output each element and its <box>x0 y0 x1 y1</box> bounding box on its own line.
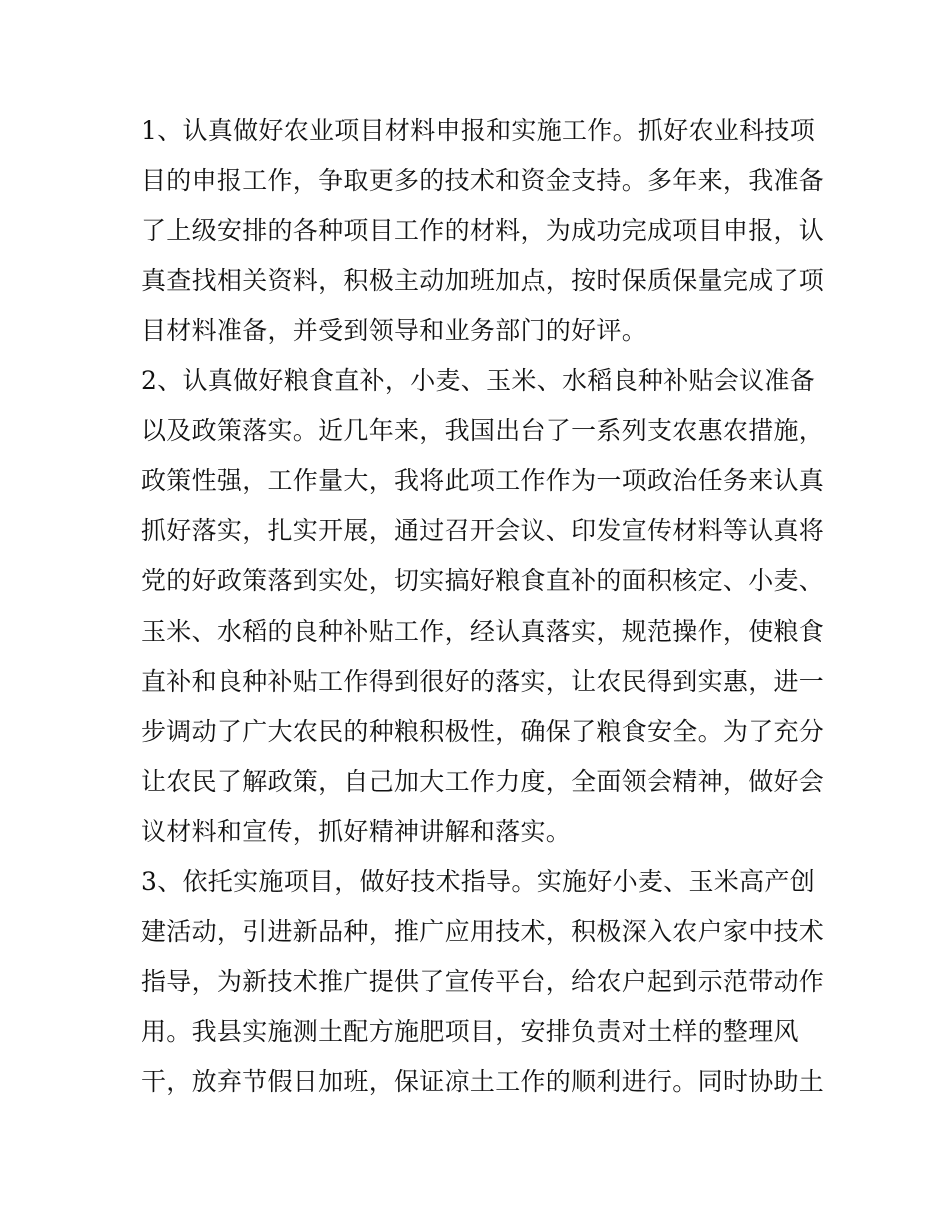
text-line: 让农民了解政策，自己加大工作力度，全面领会精神，做好会 <box>141 767 825 796</box>
text-line: 政策性强，工作量大，我将此项工作作为一项政治任务来认真 <box>141 466 825 495</box>
text-line: 3、依托实施项目，做好技术指导。实施好小麦、玉米高产创 <box>141 867 816 896</box>
text-line: 了上级安排的各种项目工作的材料，为成功完成项目申报，认 <box>141 216 825 245</box>
text-line: 建活动，引进新品种，推广应用技术，积极深入农户家中技术 <box>141 917 825 946</box>
text-line: 1、认真做好农业项目材料申报和实施工作。抓好农业科技项 <box>141 116 816 145</box>
text-line: 2、认真做好粮食直补，小麦、玉米、水稻良种补贴会议准备 <box>141 366 816 395</box>
text-line: 目的申报工作，争取更多的技术和资金支持。多年来，我准备 <box>141 166 825 195</box>
text-line: 玉米、水稻的良种补贴工作，经认真落实，规范操作，使粮食 <box>141 617 825 646</box>
text-line: 干，放弃节假日加班，保证凉土工作的顺利进行。同时协助土 <box>141 1067 825 1096</box>
text-line: 抓好落实，扎实开展，通过召开会议、印发宣传材料等认真将 <box>141 516 825 545</box>
text-line: 步调动了广大农民的种粮积极性，确保了粮食安全。为了充分 <box>141 717 825 746</box>
text-line: 真查找相关资料，积极主动加班加点，按时保质保量完成了项 <box>141 266 825 295</box>
text-line: 议材料和宣传，抓好精神讲解和落实。 <box>141 817 572 846</box>
text-line: 党的好政策落到实处，切实搞好粮食直补的面积核定、小麦、 <box>141 566 825 595</box>
text-line: 目材料准备，并受到领导和业务部门的好评。 <box>141 316 648 345</box>
text-line: 用。我县实施测土配方施肥项目，安排负责对土样的整理风 <box>141 1017 799 1046</box>
text-line: 指导，为新技术推广提供了宣传平台，给农户起到示范带动作 <box>141 967 825 996</box>
text-line: 以及政策落实。近几年来，我国出台了一系列支农惠农措施， <box>141 416 825 445</box>
text-line: 直补和良种补贴工作得到很好的落实，让农民得到实惠，进一 <box>141 667 825 696</box>
